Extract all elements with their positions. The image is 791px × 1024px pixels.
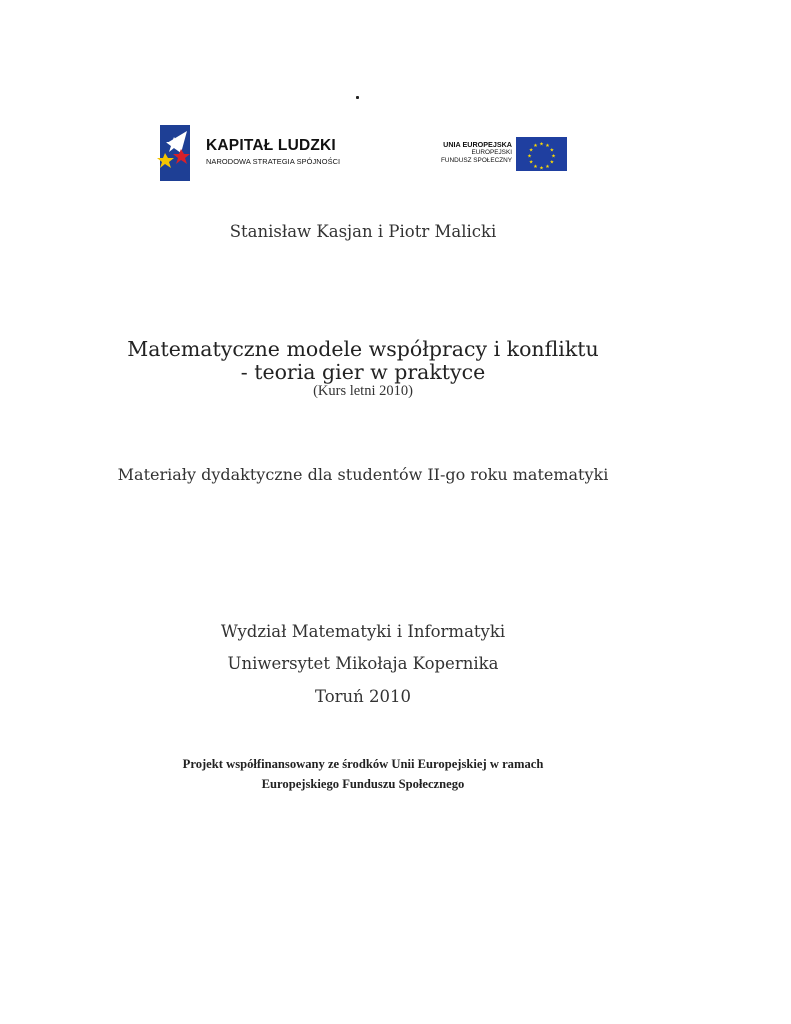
svg-text:★: ★ (533, 163, 538, 170)
svg-text:★: ★ (551, 153, 556, 160)
faculty: Wydział Matematyki i Informatyki (220, 622, 506, 641)
eu-logo-text (416, 141, 512, 166)
kapital-ludzki-title: KAPITAŁ LUDZKI (206, 137, 336, 154)
kapital-ludzki-subtitle: NARODOWA STRATEGIA SPÓJNOŚCI (206, 157, 341, 166)
university: Uniwersytet Mikołaja Kopernika (227, 654, 499, 673)
course-note: (Kurs letni 2010) (313, 383, 413, 399)
svg-text:★: ★ (545, 143, 550, 150)
svg-text:★: ★ (539, 141, 544, 148)
project-note-line-2: Europejskiego Funduszu Społecznego (261, 777, 465, 791)
svg-text:★: ★ (527, 153, 532, 160)
svg-text:★: ★ (528, 147, 534, 154)
eu-flag-icon (516, 137, 567, 171)
eu-line-1: UNIA EUROPEJSKA (443, 140, 512, 149)
eu-line-2: EUROPEJSKI (471, 149, 512, 157)
place-year: Toruń 2010 (314, 687, 412, 706)
stray-mark (356, 96, 359, 99)
svg-text:★: ★ (545, 163, 550, 170)
materials-description: Materiały dydaktyczne dla studentów II-go roku matematyki (117, 465, 609, 484)
svg-text:★: ★ (549, 159, 555, 166)
svg-text:★: ★ (539, 165, 544, 171)
svg-text:★: ★ (528, 159, 534, 166)
authors: Stanisław Kasjan i Piotr Malicki (229, 222, 497, 241)
title-line-2: - teoria gier w praktyce (240, 360, 486, 384)
eu-line-3: FUNDUSZ SPOŁECZNY (440, 157, 512, 165)
svg-text:★: ★ (549, 147, 555, 154)
svg-text:★: ★ (533, 143, 538, 150)
project-note-line-1: Projekt współfinansowany ze środków Unii Europejskiej w ramach (182, 757, 544, 771)
title-line-1: Matematyczne modele współpracy i konfliktu (127, 337, 599, 361)
